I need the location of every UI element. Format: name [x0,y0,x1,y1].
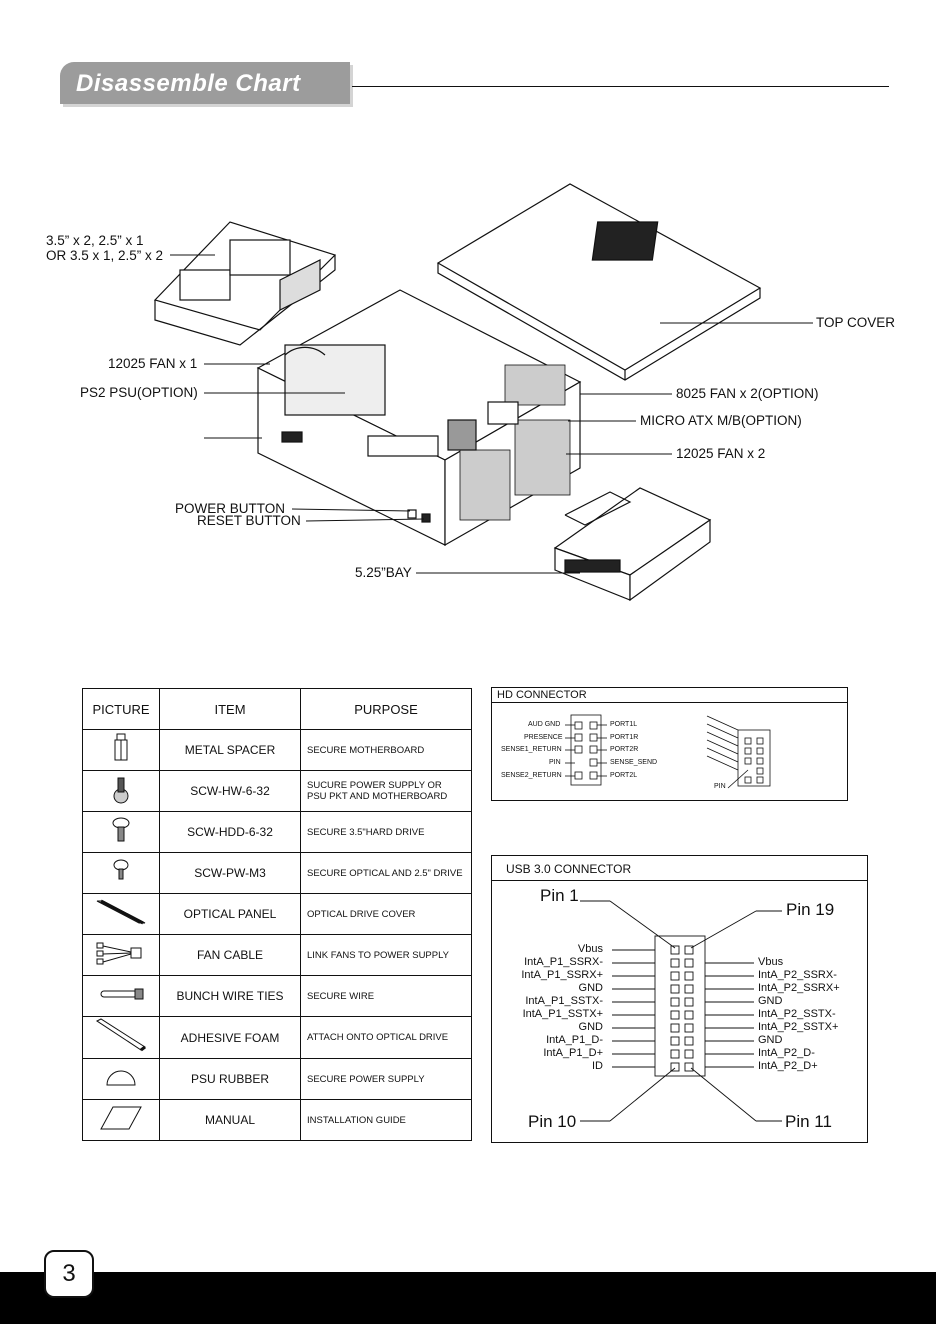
usb-pin1-label: Pin 1 [540,886,579,905]
table-cell-item: SCW-PW-M3 [160,853,301,894]
usb-left-p1-d-plus: IntA_P1_D+ [543,1047,603,1059]
usb-pin11-label: Pin 11 [785,1112,832,1131]
footer-bar [0,1272,936,1324]
table-row [83,812,472,853]
page-title: Disassemble Chart [76,70,301,97]
table-cell-item: FAN CABLE [160,935,301,976]
callout-525-bay: 5.25”BAY [355,565,412,580]
adhesive-foam-icon [83,1017,160,1059]
parts-table [82,688,472,1141]
hd-left-label-aud-gnd: AUD GND [528,721,561,728]
table-row [83,730,472,771]
table-cell-item: PSU RUBBER [160,1059,301,1100]
usb-right-p2-ssrx-plus: IntA_P2_SSRX+ [758,982,840,994]
usb-right-p2-ssrx-minus: IntA_P2_SSRX- [758,969,837,981]
usb-left-gnd-2: GND [578,1021,603,1033]
hd-left-label-sense2: SENSE2_RETURN [501,772,562,779]
header-picture: PICTURE [83,689,160,730]
table-cell-item: METAL SPACER [160,730,301,771]
hd-connector-title: HD CONNECTOR [497,689,587,701]
table-row [83,935,472,976]
table-row [83,1059,472,1100]
table-cell-purpose [301,771,472,812]
callout-hdd-cage-line2: OR 3.5 x 1, 2.5” x 2 [46,248,164,263]
screw-hdd-icon [83,812,160,853]
usb-left-gnd-1: GND [578,982,603,994]
table-cell-purpose: SECURE OPTICAL AND 2.5" DRIVE [301,853,472,894]
table-cell-item: BUNCH WIRE TIES [160,976,301,1017]
fan-cable-icon [83,935,160,976]
callout-power-button: POWER BUTTON [175,501,286,516]
hd-right-label-port2r: PORT2R [610,746,639,753]
usb-left-p1-d-minus: IntA_P1_D- [546,1034,603,1046]
header-item: ITEM [160,689,301,730]
wire-tie-icon [83,976,160,1017]
callout-motherboard: MICRO ATX M/B(OPTION) [640,413,802,428]
usb-left-vbus: Vbus [577,943,603,955]
table-row [83,1017,472,1059]
purpose-line-2: PSU PKT AND MOTHERBOARD [307,791,448,802]
table-cell-purpose: LINK FANS TO POWER SUPPLY [301,935,472,976]
usb-pin19-label: Pin 19 [786,900,835,919]
hd-connector-diagram [492,688,847,800]
table-cell-purpose: SECURE WIRE [301,976,472,1017]
psu-rubber-icon [83,1059,160,1100]
callout-reset-button: RESET BUTTON [197,513,301,528]
manual-icon [83,1100,160,1141]
usb-right-p2-sstx-plus: IntA_P2_SSTX+ [758,1021,839,1033]
table-cell-purpose: INSTALLATION GUIDE [301,1100,472,1141]
header-rule [352,86,889,87]
page-number: 3 [44,1250,94,1298]
callout-top-cover: TOP COVER [816,315,896,330]
table-cell-item: ADHESIVE FOAM [160,1017,301,1059]
table-cell-purpose: SECURE MOTHERBOARD [301,730,472,771]
table-cell-item: MANUAL [160,1100,301,1141]
usb-left-id: ID [592,1060,603,1072]
table-cell-item: SCW-HDD-6-32 [160,812,301,853]
hd-left-label-pin: PIN [549,759,561,766]
usb-left-p1-ssrx-plus: IntA_P1_SSRX+ [521,969,603,981]
hd-right-label-port2l: PORT2L [610,772,638,779]
usb-right-gnd-2: GND [758,1034,783,1046]
hd-connector-panel [491,687,848,801]
table-row [83,771,472,812]
usb-right-vbus: Vbus [758,956,784,968]
usb3-connector-panel [491,855,868,1143]
hd-pin-label: PIN [714,783,726,790]
callout-fan-12025-x2: 12025 FAN x 2 [676,446,766,461]
usb-right-p2-d-minus: IntA_P2_D- [758,1047,815,1059]
hd-right-label-port1r: PORT1R [610,734,639,741]
hd-left-label-presence: PRESENCE [524,734,563,741]
table-cell-purpose: SECURE POWER SUPPLY [301,1059,472,1100]
usb-pin10-label: Pin 10 [528,1112,577,1131]
purpose-line-1: SUCURE POWER SUPPLY OR [307,780,442,791]
table-header-row [83,689,472,730]
metal-spacer-icon [83,730,160,771]
table-row [83,894,472,935]
hd-right-label-sense-send: SENSE_SEND [610,759,658,766]
usb-left-p1-sstx-minus: IntA_P1_SSTX- [525,995,603,1007]
screw-pw-icon [83,853,160,894]
usb-right-p2-sstx-minus: IntA_P2_SSTX- [758,1008,836,1020]
usb-right-p2-d-plus: IntA_P2_D+ [758,1060,818,1072]
optical-panel-icon [83,894,160,935]
table-cell-purpose: OPTICAL DRIVE COVER [301,894,472,935]
table-row [83,853,472,894]
hd-right-label-port1l: PORT1L [610,721,638,728]
usb-left-p1-sstx-plus: IntA_P1_SSTX+ [522,1008,603,1020]
usb-right-gnd-1: GND [758,995,783,1007]
header-purpose: PURPOSE [301,689,472,730]
table-row [83,976,472,1017]
usb-connector-title: USB 3.0 CONNECTOR [506,862,632,876]
callout-fan-12025-x1: 12025 FAN x 1 [108,356,198,371]
callout-hdd-cage-line1: 3.5” x 2, 2.5” x 1 [46,233,144,248]
table-cell-purpose: SECURE 3.5"HARD DRIVE [301,812,472,853]
callout-fan-8025: 8025 FAN x 2(OPTION) [676,386,819,401]
table-cell-item: SCW-HW-6-32 [160,771,301,812]
screw-hw-icon [83,771,160,812]
table-row [83,1100,472,1141]
table-cell-purpose: ATTACH ONTO OPTICAL DRIVE [301,1017,472,1059]
callout-psu: PS2 PSU(OPTION) [80,385,198,400]
usb-left-p1-ssrx-minus: IntA_P1_SSRX- [524,956,603,968]
hd-left-label-sense1: SENSE1_RETURN [501,746,562,753]
table-cell-item: OPTICAL PANEL [160,894,301,935]
